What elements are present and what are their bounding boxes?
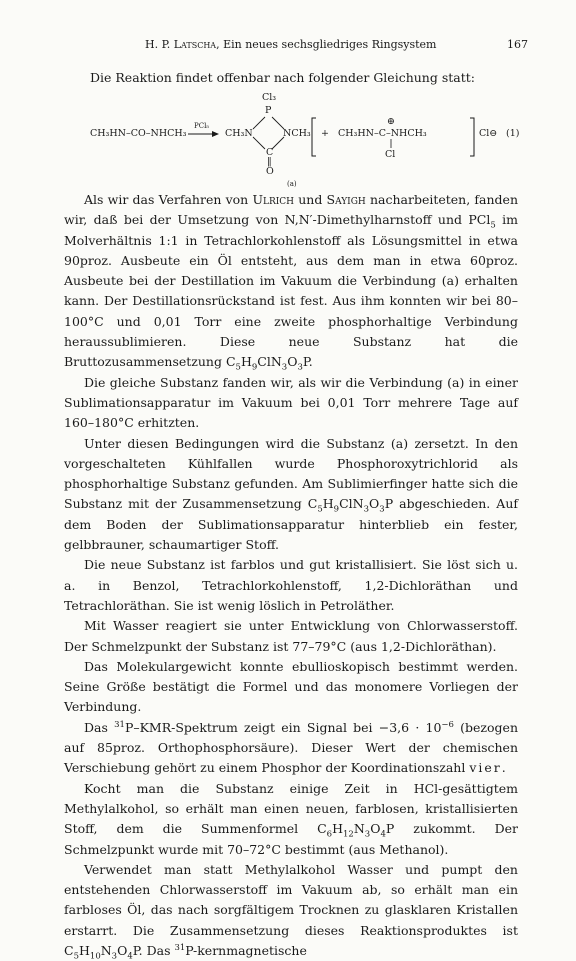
running-header [0,38,576,54]
p9-text-a: Verwendet man statt Methylalkohol Wasser und pumpt den entstehenden Chlorwasserstoff im Vakuum ab, so erhält man ein farbloses Öl, das nach sorgfältigem Trocknen zu glasklaren Kristallen erstarrt. Die Zusammensetzung dieses Reaktionsproduktes ist C [64,861,518,958]
subscript: 3 [363,504,370,515]
p1-text-a: Als wir das Verfahren von [84,192,253,207]
subscript: 5 [317,504,323,515]
formula-part: O [117,942,128,958]
spaced-word-vier: vier [469,760,502,776]
cation-pendant-cl: Cl [385,149,396,160]
subscript: 4 [380,829,386,840]
p9-text-e: P. Das [132,942,175,958]
paragraph-5: Mit Wasser reagiert sie unter Entwicklung von Chlorwasserstoff. Der Schmelzpunkt der Substanz ist 77–79°C (aus 1,2-Dichloräthan). [64,618,518,654]
plus-sign: + [321,128,329,139]
header-title: , Ein neues sechsgliedriges Ringsystem [216,38,437,51]
cation-charge: ⊕ [387,116,395,127]
p3-text-e: P abgeschieden. Auf dem Boden der Sublimationsapparatur hinterblieb ein fester, gelbbrauner, schaumartiger Stoff. [64,496,518,553]
paragraph-3 [64,434,518,556]
formula-part: O [370,821,381,837]
formula-part: N [100,942,112,958]
formula-part: H [322,496,334,512]
article-body [64,190,518,961]
superscript: 31 [174,942,186,953]
reaction-equation [88,92,528,187]
formula-part: O [369,496,380,512]
p1-text-d: im Molverhältnis 1:1 in Tetrachlorkohlenstoff als Lösungsmittel in etwa 90proz. Ausbeute ein Öl entsteht, aus dem man in etwa 60proz. Ausbeute bei der Destillation im Vakuum die Verbindung (a) erhalten kann. Der Destillationsrückstand ist fest. Aus ihm konnten wir bei 80–100°C und 0,01 Torr eine zweite phosphorhaltige Verbindung heraussublimieren. Diese neue Substanz hat die Bruttozusammensetzung C [64,212,518,370]
paragraph-1 [64,190,518,373]
paragraph-8 [64,779,518,860]
compound-label-a: (a) [287,180,297,188]
subscript: 3 [281,362,288,373]
subscript: 3 [379,504,385,515]
subscript: 5 [235,362,241,373]
subscript: 9 [251,362,258,373]
formula-part: H [332,821,343,837]
p1-text-c: nacharbeiteten, fanden wir, daß bei der Umsetzung von N,N′-Dimethylharnstoff und PCl [64,192,518,228]
superscript: 31 [114,719,125,730]
p7-text-d: . [501,760,506,776]
p1-text-b: und [294,192,327,207]
subscript: 12 [343,829,354,840]
paragraph-6: Das Molekulargewicht konnte ebullioskopisch bestimmt werden. Seine Größe bestätigt die Formel und das monomere Vorliegen der Verbindung. [64,658,518,715]
paragraph-9 [64,860,518,961]
subscript: 5 [73,951,79,961]
subscript: 3 [364,829,371,840]
paragraph-4: Die neue Substanz ist farblos und gut kristallisiert. Sie löst sich u. a. in Benzol, Tetrachlorkohlenstoff, 1,2-Dichloräthan und Tetrachloräthan. Sie ist wenig löslich in Petroläther. [64,557,518,613]
formula-part: ClN [339,496,364,512]
p8-text-a: Kocht man die Substanz einige Zeit in HCl-gesättigtem Methylalkohol, so erhält man einen neuen, farblosen, kristallisierten Stoff, dem die Summenformel C [64,780,518,837]
p7-text-b: P–KMR-Spektrum zeigt ein Signal bei −3,6 · 10 [124,719,442,735]
ring-phosphorus: P [265,105,272,116]
equation-number: (1) [506,128,520,139]
header-author: H. P. Latscha [145,38,217,51]
subscript: 3 [297,362,303,373]
author-name-sayigh: Sayigh [326,192,366,207]
subscript: 10 [89,951,101,961]
subscript: 5 [490,220,496,231]
subscript: 6 [326,829,333,840]
subscript: 4 [127,951,133,961]
formula-part: P. [302,354,313,370]
formula-part: H [79,942,90,958]
ring-cl3: Cl₃ [262,92,277,103]
paragraph-2: Die gleiche Substanz fanden wir, als wir die Verbindung (a) in einer Sublimationsapparatur im Vakuum bei 0,01 Torr mehrere Tage auf 160–180°C erhitzten. [64,374,518,431]
cation-formula: CH₃HN–C–NHCH₃ [338,128,427,139]
formula-part: ClN [257,354,282,370]
p8-text-e: P zukommt. Der Schmelzpunkt wurde mit 70–72°C bestimmt (aus Methanol). [64,821,518,857]
intro-sentence: Die Reaktion findet offenbar nach folgender Gleichung statt: [90,70,475,85]
p3-text-a: Unter diesen Bedingungen wird die Substanz (a) zersetzt. In den vorgeschalteten Kühlfallen wurde Phosphoroxytrichlorid als phosphorhaltige Substanz gefunden. Am Sublimierfinger hatte sich die Substanz mit der Zusammensetzung C [64,435,518,512]
p7-text-a: Das [84,719,115,735]
p7-text-c: (bezogen auf 85proz. Orthophosphorsäure). Dieser Wert der chemischen Verschiebung gehört zu einem Phosphor der Koordinationszahl [64,719,518,776]
carbonyl-double-bond: ‖ [267,156,272,167]
ring-carbon: C [266,147,274,158]
formula-part: N [353,821,365,837]
reagent-label: PCl₅ [194,122,210,130]
superscript: −6 [441,719,454,730]
ring-right-nitrogen: NCH₃ [283,128,311,139]
running-title [145,38,436,51]
chloride-anion: Cl⊖ [479,128,498,139]
formula-part: O [287,354,298,370]
page-number: 167 [507,38,528,51]
carbonyl-oxygen: O [266,166,274,177]
formula-part: H [240,354,252,370]
p9-text-f: P-kernmagnetische [185,942,307,958]
author-name-ulrich: Ulrich [252,192,295,207]
reactant-formula: CH₃HN–CO–NHCH₃ [90,128,187,139]
paragraph-7 [64,718,518,779]
subscript: 9 [333,504,340,515]
equation-lines [88,92,528,187]
subscript: 3 [111,951,118,961]
ring-left-nitrogen: CH₃N [225,128,253,139]
